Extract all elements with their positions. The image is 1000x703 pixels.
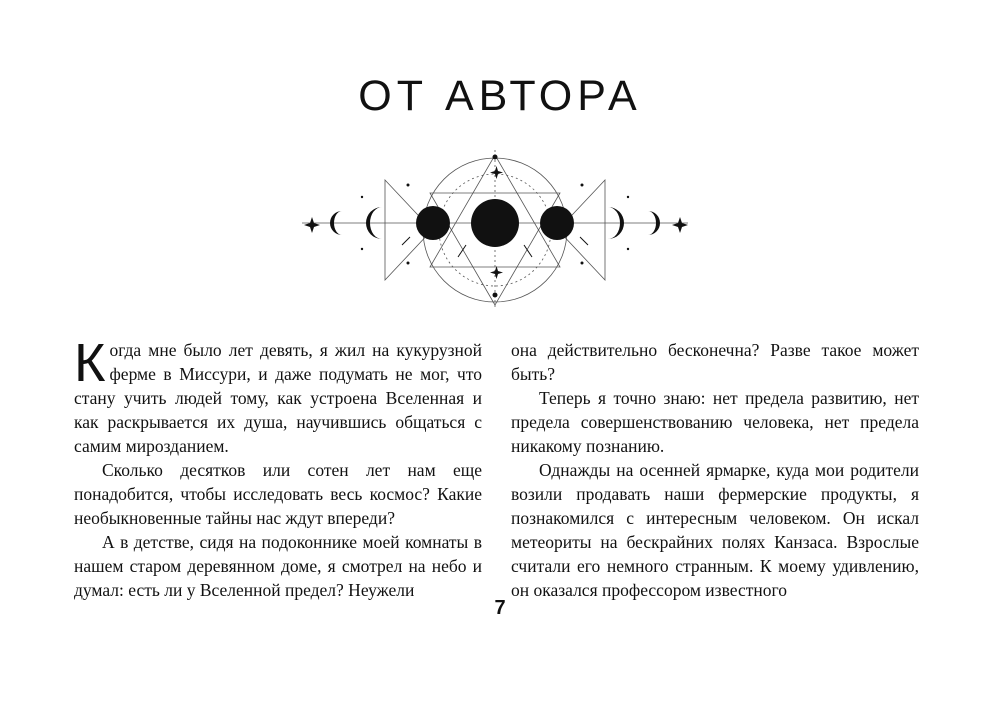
- paragraph-1: [74, 333, 482, 458]
- paragraph-6: Однажды на осенней ярмарке, куда мои родители возили продавать наши фермерские продукты, я познакомился с интересным человеком. Он искал метеориты на бескрайних полях Канзаса. Взрослые считали его немного странным. К моему удивлению, он оказался профессором известного: [511, 460, 919, 600]
- moon-phases-ornament-icon: [290, 145, 700, 315]
- left-column: [74, 333, 482, 602]
- paragraph-1-text: огда мне было лет девять, я жил на кукурузной ферме в Миссури, и даже подумать не мог, что стану учить людей тому, как устроена Вселенная и как раскрывается их душа, научившись общаться с самим мирозданием.: [74, 340, 482, 456]
- paragraph-2: Сколько десятков или сотен лет нам еще понадобится, чтобы исследовать весь космос? Какие необыкновенные тайны нас ждут впереди?: [74, 460, 482, 528]
- left-star: [304, 217, 320, 233]
- page-number: 7: [494, 597, 506, 619]
- right-star: [672, 217, 688, 233]
- top-star: [490, 166, 503, 179]
- paragraph-4: она действительно бесконечна? Разве такое может быть?: [511, 340, 919, 384]
- paragraph-3: А в детстве, сидя на подоконнике моей комнаты в нашем старом деревянном доме, я смотрел на небо и думал: есть ли у Вселенной предел? Неужели: [74, 532, 482, 600]
- left-new-moon: [416, 206, 450, 240]
- right-column: [511, 338, 919, 602]
- drop-cap: К: [74, 333, 106, 393]
- bottom-star: [490, 266, 503, 279]
- full-moon: [471, 199, 519, 247]
- paragraph-5: Теперь я точно знаю: нет предела развитию, нет предела совершенствованию человека, нет предела никакому познанию.: [511, 388, 919, 456]
- right-new-moon: [540, 206, 574, 240]
- page-title: ОТ АВТОРА: [358, 72, 642, 120]
